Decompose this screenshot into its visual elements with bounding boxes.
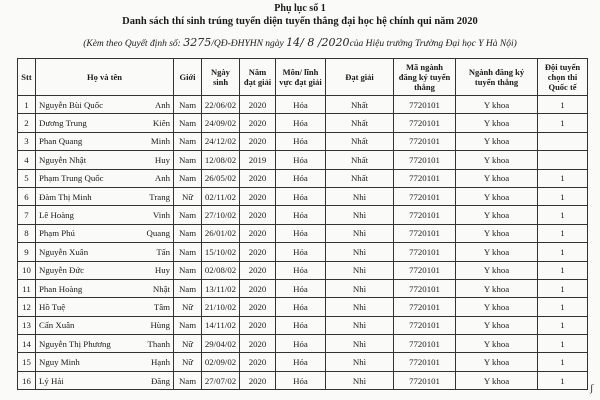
cell-subject: Hóa xyxy=(276,353,326,371)
table-header-row xyxy=(18,59,588,96)
cell-prize: Nhất xyxy=(326,114,394,132)
cell-year: 2020 xyxy=(240,279,276,297)
cell-prize: Nhì xyxy=(326,316,394,334)
cell-year: 2020 xyxy=(240,353,276,371)
cell-code: 7720101 xyxy=(394,206,456,224)
table-row xyxy=(18,298,588,316)
cell-team: 1 xyxy=(538,187,588,205)
cell-gender: Nam xyxy=(174,96,202,114)
cell-full-name xyxy=(36,279,174,297)
cell-subject: Hóa xyxy=(276,316,326,334)
cell-gender: Nam xyxy=(174,316,202,334)
cell-major: Y khoa xyxy=(456,335,538,353)
cell-subject: Hóa xyxy=(276,224,326,242)
cell-subject: Hóa xyxy=(276,169,326,187)
first-name: Hạnh xyxy=(150,357,170,368)
table-body xyxy=(18,96,588,390)
cell-team: 1 xyxy=(538,224,588,242)
first-name: Tâm xyxy=(153,301,170,312)
cell-subject: Hóa xyxy=(276,371,326,389)
cell-code: 7720101 xyxy=(394,261,456,279)
cell-subject: Hóa xyxy=(276,151,326,169)
column-header: Mã ngành đăng ký tuyển thẳng xyxy=(394,59,456,96)
cell-stt: 13 xyxy=(18,316,36,334)
column-header: Ngày sinh xyxy=(202,59,240,96)
cell-major: Y khoa xyxy=(456,206,538,224)
last-name: Phan Quang xyxy=(39,136,83,147)
cell-major: Y khoa xyxy=(456,96,538,114)
table-row xyxy=(18,335,588,353)
first-name: Huy xyxy=(154,154,170,165)
cell-major: Y khoa xyxy=(456,187,538,205)
cell-year: 2020 xyxy=(240,169,276,187)
cell-major: Y khoa xyxy=(456,298,538,316)
table-row xyxy=(18,371,588,389)
cell-team: 1 xyxy=(538,335,588,353)
cell-gender: Nam xyxy=(174,279,202,297)
last-name: Phan Hoàng xyxy=(39,283,83,294)
cell-stt: 6 xyxy=(18,187,36,205)
cell-team: 1 xyxy=(538,316,588,334)
cell-major: Y khoa xyxy=(456,114,538,132)
cell-gender: Nam xyxy=(174,243,202,261)
cell-code: 7720101 xyxy=(394,96,456,114)
cell-team: 1 xyxy=(538,114,588,132)
cell-subject: Hóa xyxy=(276,335,326,353)
last-name: Hồ Tuệ xyxy=(39,301,66,312)
cell-gender: Nữ xyxy=(174,353,202,371)
table-row xyxy=(18,353,588,371)
first-name: Huy xyxy=(154,265,170,276)
cell-prize: Nhì xyxy=(326,298,394,316)
cell-stt: 12 xyxy=(18,298,36,316)
last-name: Cấn Xuân xyxy=(39,320,75,331)
cell-prize: Nhì xyxy=(326,243,394,261)
cell-dob: 14/11/02 xyxy=(202,316,240,334)
cell-stt: 5 xyxy=(18,169,36,187)
cell-subject: Hóa xyxy=(276,132,326,150)
cell-code: 7720101 xyxy=(394,298,456,316)
cell-team: 1 xyxy=(538,353,588,371)
cell-prize: Nhất xyxy=(326,132,394,150)
cell-code: 7720101 xyxy=(394,243,456,261)
cell-dob: 22/06/02 xyxy=(202,96,240,114)
cell-full-name xyxy=(36,371,174,389)
cell-gender: Nam xyxy=(174,132,202,150)
column-header: Đạt giải xyxy=(326,59,394,96)
first-name: Đăng xyxy=(150,375,170,386)
table-row xyxy=(18,151,588,169)
cell-code: 7720101 xyxy=(394,371,456,389)
cell-gender: Nam xyxy=(174,169,202,187)
cell-subject: Hóa xyxy=(276,243,326,261)
cell-team xyxy=(538,132,588,150)
cell-full-name xyxy=(36,151,174,169)
cell-year: 2020 xyxy=(240,243,276,261)
cell-stt: 10 xyxy=(18,261,36,279)
cell-full-name xyxy=(36,224,174,242)
last-name: Phạm Phú xyxy=(39,228,75,239)
cell-gender: Nữ xyxy=(174,298,202,316)
cell-major: Y khoa xyxy=(456,132,538,150)
cell-full-name xyxy=(36,335,174,353)
table-row xyxy=(18,316,588,334)
cell-major: Y khoa xyxy=(456,261,538,279)
last-name: Lê Hoàng xyxy=(39,210,74,221)
column-header: Giới xyxy=(174,59,202,96)
cell-year: 2019 xyxy=(240,151,276,169)
cell-dob: 15/10/02 xyxy=(202,243,240,261)
cell-prize: Nhì xyxy=(326,335,394,353)
cell-year: 2020 xyxy=(240,96,276,114)
cell-gender: Nam xyxy=(174,224,202,242)
margin-mark: ʃ xyxy=(590,383,594,394)
cell-stt: 7 xyxy=(18,206,36,224)
table-row xyxy=(18,243,588,261)
cell-dob: 26/05/02 xyxy=(202,169,240,187)
cell-dob: 02/08/02 xyxy=(202,261,240,279)
cell-prize: Nhì xyxy=(326,187,394,205)
admission-table xyxy=(17,58,588,390)
cell-year: 2020 xyxy=(240,298,276,316)
document-title: Danh sách thí sinh trúng tuyển diện tuyển thẳng đại học hệ chính qui năm 2020 xyxy=(122,16,478,27)
table-row xyxy=(18,132,588,150)
cell-full-name xyxy=(36,114,174,132)
cell-year: 2020 xyxy=(240,371,276,389)
cell-gender: Nam xyxy=(174,151,202,169)
column-header: Stt xyxy=(18,59,36,96)
cell-year: 2020 xyxy=(240,224,276,242)
cell-subject: Hóa xyxy=(276,96,326,114)
cell-stt: 16 xyxy=(18,371,36,389)
cell-dob: 02/11/02 xyxy=(202,187,240,205)
last-name: Nguyễn Xuân xyxy=(39,246,89,257)
cell-stt: 14 xyxy=(18,335,36,353)
cell-major: Y khoa xyxy=(456,353,538,371)
cell-code: 7720101 xyxy=(394,114,456,132)
cell-dob: 02/09/02 xyxy=(202,353,240,371)
cell-dob: 29/04/02 xyxy=(202,335,240,353)
last-name: Phạm Trung Quốc xyxy=(39,173,104,184)
first-name: Vinh xyxy=(152,210,170,221)
cell-dob: 24/12/02 xyxy=(202,132,240,150)
cell-full-name xyxy=(36,169,174,187)
first-name: Quang xyxy=(146,228,170,239)
cell-prize: Nhì xyxy=(326,353,394,371)
column-header: Ngành đăng ký tuyển thẳng xyxy=(456,59,538,96)
cell-team: 1 xyxy=(538,298,588,316)
cell-full-name xyxy=(36,243,174,261)
cell-dob: 27/07/02 xyxy=(202,371,240,389)
cell-dob: 21/10/02 xyxy=(202,298,240,316)
cell-code: 7720101 xyxy=(394,279,456,297)
cell-gender: Nữ xyxy=(174,335,202,353)
cell-stt: 1 xyxy=(18,96,36,114)
last-name: Nguyễn Nhật xyxy=(39,154,87,165)
decision-number: 3275 xyxy=(183,36,212,49)
last-name: Nguyễn Bùi Quốc xyxy=(39,99,104,110)
cell-dob: 12/08/02 xyxy=(202,151,240,169)
cell-team: 1 xyxy=(538,206,588,224)
cell-gender: Nữ xyxy=(174,187,202,205)
table-row xyxy=(18,114,588,132)
cell-full-name xyxy=(36,96,174,114)
subtitle-suffix: của Hiệu trưởng Trường Đại học Y Hà Nội) xyxy=(349,39,517,49)
cell-code: 7720101 xyxy=(394,169,456,187)
cell-subject: Hóa xyxy=(276,261,326,279)
appendix-label: Phụ lục số 1 xyxy=(274,3,326,14)
cell-year: 2020 xyxy=(240,114,276,132)
cell-dob: 27/10/02 xyxy=(202,206,240,224)
column-header: Năm đạt giải xyxy=(240,59,276,96)
first-name: Trang xyxy=(149,191,170,202)
subtitle-mid: /QĐ-ĐHYHN ngày xyxy=(211,39,284,49)
cell-prize: Nhất xyxy=(326,151,394,169)
last-name: Dương Trung xyxy=(39,118,87,129)
table-row xyxy=(18,169,588,187)
cell-prize: Nhì xyxy=(326,224,394,242)
cell-year: 2020 xyxy=(240,261,276,279)
cell-major: Y khoa xyxy=(456,243,538,261)
subtitle-prefix: (Kèm theo Quyết định số: xyxy=(83,39,181,49)
cell-major: Y khoa xyxy=(456,169,538,187)
table-row xyxy=(18,279,588,297)
cell-team xyxy=(538,151,588,169)
cell-code: 7720101 xyxy=(394,353,456,371)
cell-team: 1 xyxy=(538,279,588,297)
cell-subject: Hóa xyxy=(276,187,326,205)
cell-stt: 11 xyxy=(18,279,36,297)
cell-year: 2020 xyxy=(240,132,276,150)
cell-dob: 24/09/02 xyxy=(202,114,240,132)
cell-full-name xyxy=(36,132,174,150)
cell-gender: Nam xyxy=(174,206,202,224)
cell-stt: 8 xyxy=(18,224,36,242)
cell-full-name xyxy=(36,353,174,371)
last-name: Nguy Minh xyxy=(39,357,80,368)
table-row xyxy=(18,206,588,224)
last-name: Nguyễn Thị Phương xyxy=(39,338,111,349)
cell-year: 2020 xyxy=(240,316,276,334)
last-name: Đàm Thị Minh xyxy=(39,191,92,202)
cell-code: 7720101 xyxy=(394,151,456,169)
table-row xyxy=(18,187,588,205)
decision-date: 14/ 8 /2020 xyxy=(286,36,350,49)
document-subtitle xyxy=(0,36,600,49)
table-row xyxy=(18,96,588,114)
cell-prize: Nhì xyxy=(326,371,394,389)
first-name: Anh xyxy=(154,173,170,184)
table-row xyxy=(18,224,588,242)
cell-major: Y khoa xyxy=(456,371,538,389)
cell-subject: Hóa xyxy=(276,114,326,132)
cell-major: Y khoa xyxy=(456,316,538,334)
column-header: Môn/ lĩnh vực đạt giải xyxy=(276,59,326,96)
first-name: Thanh xyxy=(147,338,170,349)
cell-prize: Nhất xyxy=(326,96,394,114)
cell-stt: 2 xyxy=(18,114,36,132)
cell-stt: 4 xyxy=(18,151,36,169)
first-name: Tấn xyxy=(156,246,170,257)
table-row xyxy=(18,261,588,279)
cell-code: 7720101 xyxy=(394,335,456,353)
cell-subject: Hóa xyxy=(276,298,326,316)
cell-team: 1 xyxy=(538,169,588,187)
cell-code: 7720101 xyxy=(394,132,456,150)
cell-full-name xyxy=(36,187,174,205)
cell-prize: Nhì xyxy=(326,206,394,224)
cell-stt: 9 xyxy=(18,243,36,261)
cell-year: 2020 xyxy=(240,206,276,224)
cell-major: Y khoa xyxy=(456,151,538,169)
cell-subject: Hóa xyxy=(276,279,326,297)
first-name: Anh xyxy=(154,99,170,110)
first-name: Nhật xyxy=(152,283,170,294)
last-name: Lý Hải xyxy=(39,375,64,386)
cell-gender: Nam xyxy=(174,371,202,389)
first-name: Kiên xyxy=(152,118,170,129)
cell-gender: Nam xyxy=(174,261,202,279)
column-header: Đội tuyển chọn thi Quốc tế xyxy=(538,59,588,96)
cell-subject: Hóa xyxy=(276,206,326,224)
cell-gender: Nam xyxy=(174,114,202,132)
cell-prize: Nhì xyxy=(326,261,394,279)
cell-prize: Nhì xyxy=(326,279,394,297)
column-header: Họ và tên xyxy=(36,59,174,96)
cell-code: 7720101 xyxy=(394,187,456,205)
cell-full-name xyxy=(36,206,174,224)
first-name: Minh xyxy=(150,136,170,147)
cell-stt: 3 xyxy=(18,132,36,150)
cell-full-name xyxy=(36,298,174,316)
cell-year: 2020 xyxy=(240,335,276,353)
cell-year: 2020 xyxy=(240,187,276,205)
cell-team: 1 xyxy=(538,96,588,114)
cell-major: Y khoa xyxy=(456,279,538,297)
cell-dob: 26/01/02 xyxy=(202,224,240,242)
cell-team: 1 xyxy=(538,261,588,279)
cell-prize: Nhất xyxy=(326,169,394,187)
cell-dob: 13/11/02 xyxy=(202,279,240,297)
cell-team: 1 xyxy=(538,371,588,389)
cell-full-name xyxy=(36,261,174,279)
last-name: Nguyễn Đức xyxy=(39,265,85,276)
cell-stt: 15 xyxy=(18,353,36,371)
cell-major: Y khoa xyxy=(456,224,538,242)
cell-full-name xyxy=(36,316,174,334)
cell-code: 7720101 xyxy=(394,316,456,334)
first-name: Hùng xyxy=(150,320,170,331)
cell-team: 1 xyxy=(538,243,588,261)
cell-code: 7720101 xyxy=(394,224,456,242)
